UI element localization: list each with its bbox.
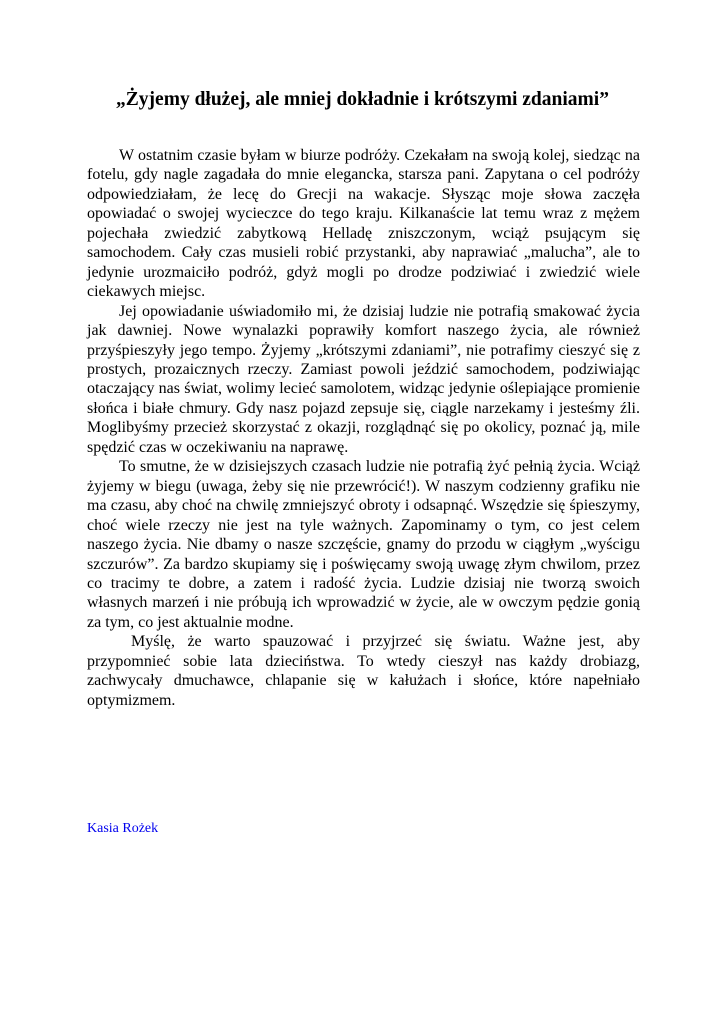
paragraph-4: Myślę, że warto spauzować i przyjrzeć się światu. Ważne jest, aby przypomnieć sobie lata dzieciństwa. To wtedy cieszył nas każdy drobiazg, zachwycały dmuchawce, chlapanie się w kałużach i słońce, które napełniało optymizmem.	[87, 633, 640, 709]
document-body	[87, 146, 640, 710]
paragraph-1: W ostatnim czasie byłam w biurze podróży. Czekałam na swoją kolej, siedząc na fotelu, gdy nagle zagadała do mnie elegancka, starsza pani. Zapytana o cel podróży odpowiedziałam, że lecę do Grecji na wakacje. Słysząc moje słowa zaczęła opowiadać o swojej wycieczce do tego kraju. Kilkanaście lat temu wraz z mężem pojechała zwiedzić zabytkową Helladę zniszczonym, wciąż psującym się samochodem. Cały czas musieli robić przystanki, aby naprawiać „malucha”, ale to jedynie urozmaiciło podróż, gdyż mogli po drodze podziwiać i zwiedzić wiele ciekawych miejsc.	[87, 147, 640, 301]
paragraph-3: To smutne, że w dzisiejszych czasach ludzie nie potrafią żyć pełnią życia. Wciąż żyjemy w biegu (uwaga, żeby się nie przewrócić!). W naszym codzienny grafiku nie ma czasu, aby choć na chwilę zmniejszyć obroty i odsapnąć. Wszędzie się śpieszymy, choć wiele rzeczy nie jest na tyle ważnych. Zapominamy o tym, co jest celem naszego życia. Nie dbamy o nasze szczęście, gnamy do przodu w ciągłym „wyścigu szczurów”. Za bardzo skupiamy się i poświęcamy swoją uwagę złym chwilom, przez co tracimy te dobre, a zatem i radość życia. Ludzie dzisiaj nie tworzą swoich własnych marzeń i nie próbują ich wprowadzić w życie, ale w owczym pędzie gonią za tym, co jest aktualnie modne.	[87, 458, 640, 631]
document-title: „Żyjemy dłużej, ale mniej dokładnie i krótszymi zdaniami”	[116, 89, 609, 110]
author-name: Kasia Rożek	[87, 821, 159, 836]
paragraph-2: Jej opowiadanie uświadomiło mi, że dzisiaj ludzie nie potrafią smakować życia jak dawniej. Nowe wynalazki poprawiły komfort naszego życia, ale również przyśpieszyły jego tempo. Żyjemy „krótszymi zdaniami”, nie potrafimy cieszyć się z prostych, prozaicznych rzeczy. Zamiast powoli jeździć samochodem, podziwiając otaczający nas świat, wolimy lecieć samolotem, widząc jedynie oślepiające promienie słońca i białe chmury. Gdy nasz pojazd zepsuje się, ciągle narzekamy i jesteśmy źli. Moglibyśmy przecież skorzystać z okazji, rozglądnąć się po okolicy, poznać ją, mile spędzić czas w oczekiwaniu na naprawę.	[87, 302, 640, 456]
